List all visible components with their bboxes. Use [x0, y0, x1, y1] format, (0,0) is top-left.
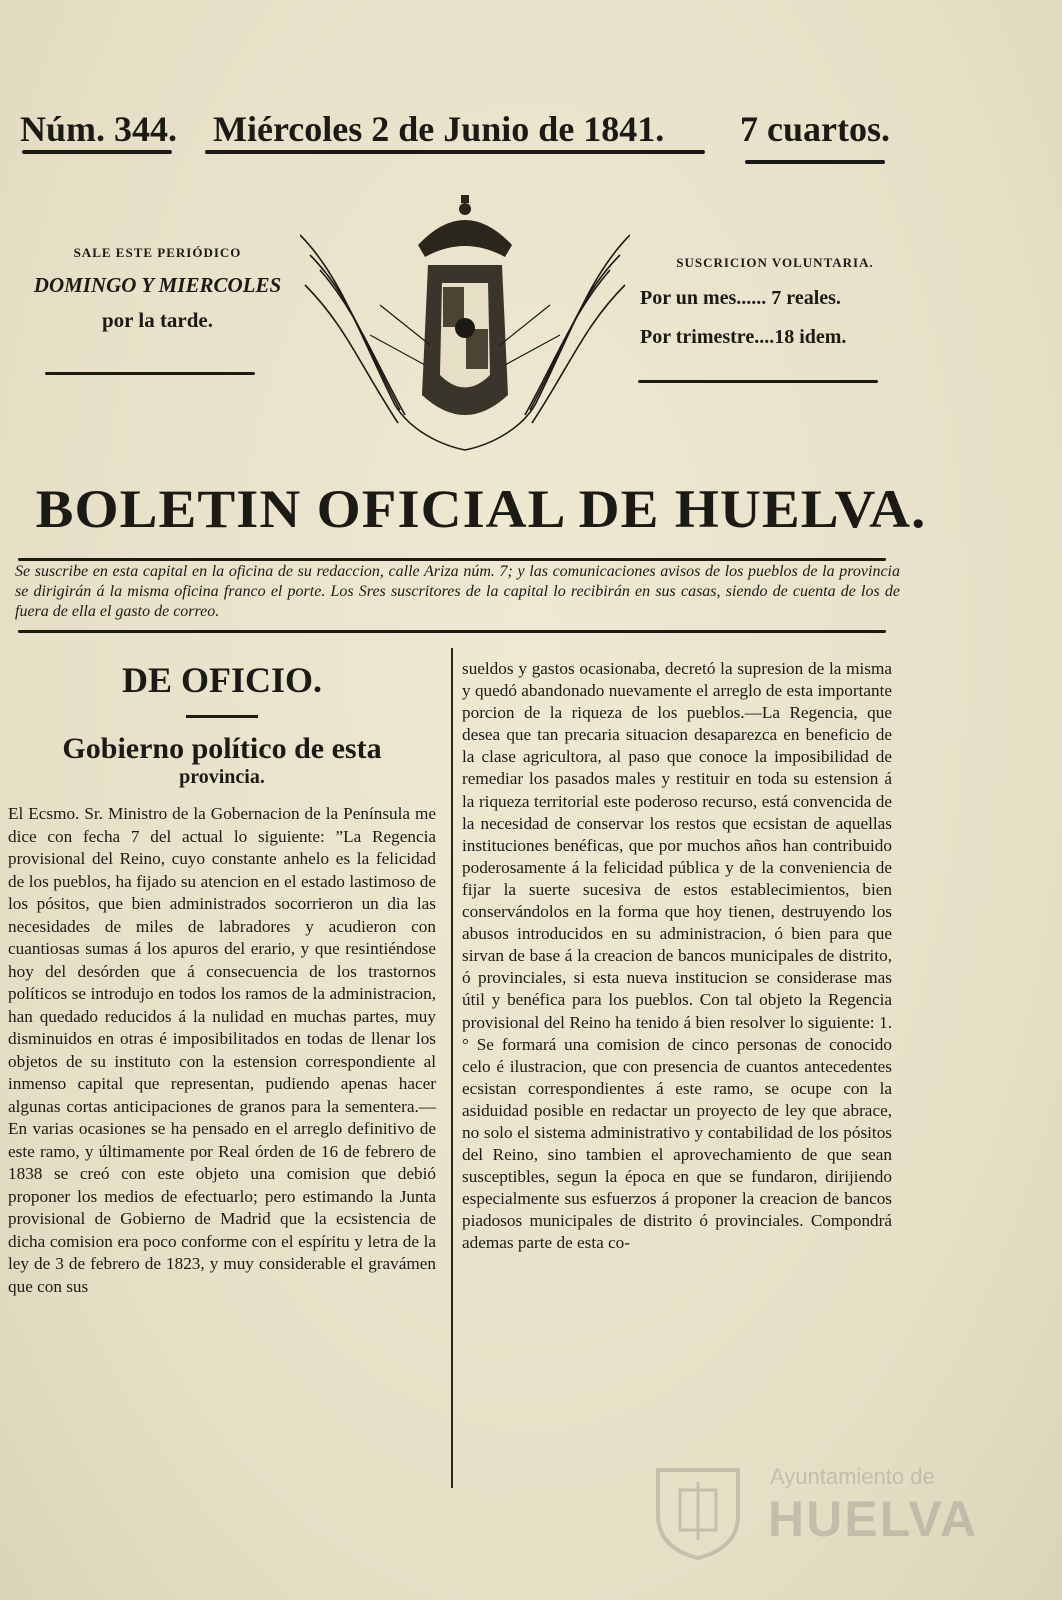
subscription-rule [638, 380, 878, 383]
issue-price: 7 cuartos. [740, 109, 890, 149]
article-column-right [462, 658, 892, 1255]
masthead-rule-right [745, 160, 885, 164]
issue-number: Núm. 344. [20, 109, 178, 149]
article-column-left [8, 655, 436, 1298]
article-text-right: sueldos y gastos ocasionaba, decretó la supresion de la misma y quedó abandonado nuevamente el arreglo de esta importante porcion de la riqueza de los pueblos.—La Regencia, que desea que tan precaria situacion desaparezca en beneficio de la clase agricultora, al paso que conoce la imposibilidad de remediar los pasados males y restituir en toda su estension á la riqueza territorial este poderoso recurso, está convencida de la necesidad de conservar los restos que ecsistan de aquellas instituciones benéficas, que por muchos años han contribuido poderosamente á la felicidad pública y de la conveniencia de fijar la suerte sucesiva de estos establecimientos, bien conservándolos en la forma que hoy tienen, destruyendo los abusos introducidos en su administracion, ó bien para que sirvan de base á la creacion de bancos municipales de distrito, ó provinciales, si esta nueva institucion se considerase mas útil y benéfica para los pueblos. Con tal objeto la Regencia provisional del Reino ha tenido á bien resolver lo siguiente: 1.° Se formará una comision de cinco personas de conocido celo é ilustracion, que con presencia de cuantos antecedentes ecsistan correspondientes á este ramo, se ocupe con la asiduidad posible en redactar un proyecto de ley que abrace, no solo el sistema administrativo y contabilidad de los pósitos del Reino, sino tambien el aprovechamiento de que sean susceptibles, segun la época en que se fundaron, dirijiendo especialmente sus esfuerzos á proponer la creacion de bancos piadosos municipales de distrito ó provinciales. Compondrá ademas parte de esta co- [462, 659, 892, 1253]
issue-date: Miércoles 2 de Junio de 1841. [213, 109, 665, 149]
city-shield-icon [648, 1460, 748, 1560]
column-divider [451, 648, 453, 1488]
masthead-rule-center [205, 150, 705, 154]
newspaper-title: BOLETIN OFICIAL DE HUELVA. [35, 479, 927, 539]
subscription-note: Se suscribe en esta capital en la oficina de su redaccion, calle Ariza núm. 7; y las comunicaciones avisos de los pueblos de la provincia se dirigirán á la misma oficina franco el porte. Los Sres suscritores de la capital lo recibirán en sus casas, siendo de cuenta de los de fuera de ella el gasto de correo. [15, 563, 900, 620]
schedule-days: DOMINGO Y MIERCOLES [33, 273, 282, 297]
title-rule-top [18, 558, 886, 561]
quarterly-price: Por trimestre....18 idem. [640, 326, 847, 348]
watermark-line2: HUELVA [768, 1491, 979, 1547]
section-subheading-2: provincia. [179, 766, 265, 788]
section-rule [186, 715, 258, 718]
schedule-label: SALE ESTE PERIÓDICO [73, 245, 242, 260]
subscription-label: SUSCRICION VOLUNTARIA. [676, 255, 874, 270]
section-subheading: Gobierno político de esta [62, 732, 382, 765]
coat-of-arms-icon [300, 195, 630, 460]
article-text-left: El Ecsmo. Sr. Ministro de la Gobernacion de la Península me dice con fecha 7 del actual lo siguiente: ”La Regencia provisional del Reino, cuyo constante anhelo es la felicidad de los pueblos, ha fijado su atencion en el estado lastimoso de los pósitos, que bien administrados socorrieron un dia las necesidades de miles de labradores y acudieron con cuantiosas sumas á los apuros del erario, y que resintiéndose hoy del desórden que á consecuencia de los trastornos políticos se introdujo en todos los ramos de la administracion, han quedado reducidos á la nulidad en muchas partes, muy disminuidos en otras é imposibilitados en todas de llenar los objetos de su instituto con la estension correspondiente al inmenso capital que representan, pudiendo apenas hacer algunas cortas anticipaciones de granos para la sementera.—En varias ocasiones se ha pensado en el arreglo definitivo de este ramo, y últimamente por Real órden de 16 de febrero de 1838 se creó con este objeto una comision que debió proponer los medios de efectuarlo; pero estimando la Junta provisional de Gobierno de Madrid que la ecsistencia de dicha comision era poco conforme con el espíritu y letra de la ley de 3 de febrero de 1823, y muy considerable el gravámen que con sus [8, 804, 436, 1296]
title-rule-bottom [18, 630, 886, 633]
monthly-price: Por un mes...... 7 reales. [640, 287, 841, 309]
watermark-line1: Ayuntamiento de [770, 1464, 935, 1489]
schedule-time: por la tarde. [101, 308, 214, 332]
masthead-rule-left [22, 150, 172, 154]
subscription-prices [640, 255, 910, 349]
section-heading: DE OFICIO. [121, 660, 323, 700]
publication-schedule [15, 245, 300, 333]
schedule-rule [45, 372, 255, 375]
archive-watermark [640, 1460, 979, 1570]
